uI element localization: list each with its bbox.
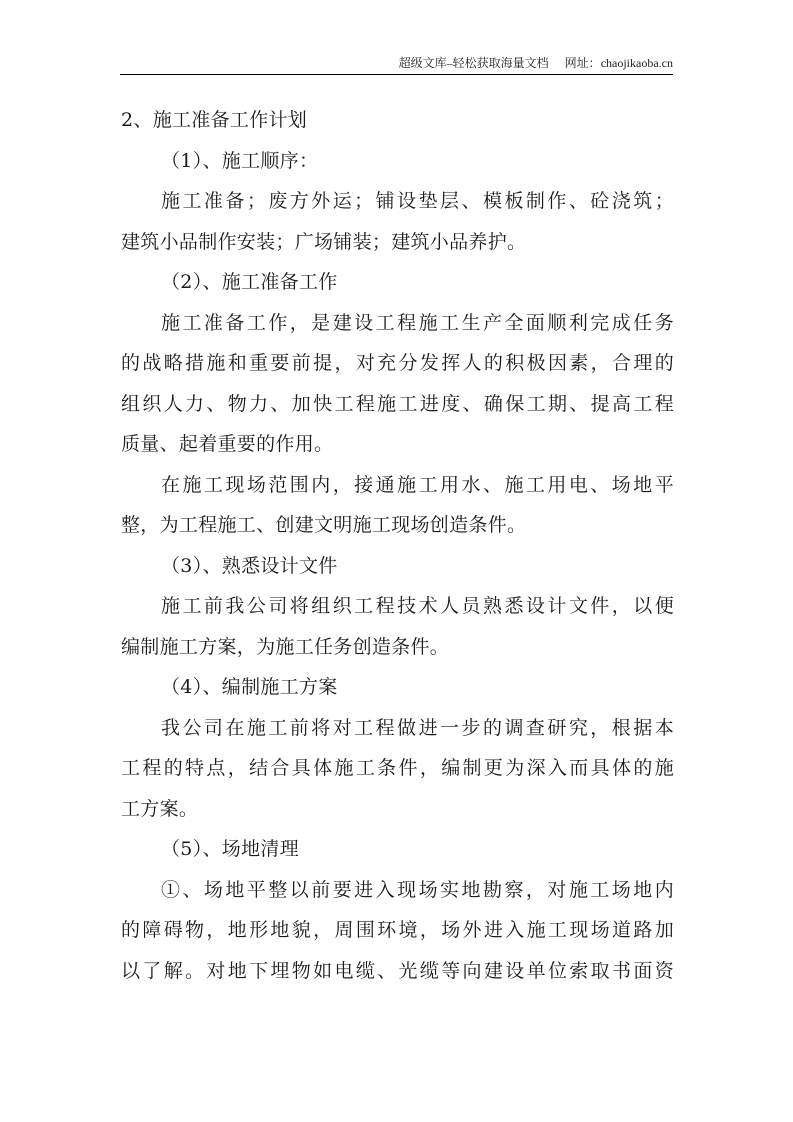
section-heading: 2、施工准备工作计划 — [121, 109, 308, 131]
paragraph-line: 施工前我公司将组织工程技术人员熟悉设计文件，以便 — [161, 595, 674, 617]
subsection-heading: （4）、编制施工方案 — [161, 676, 338, 698]
header-url: chaojikaoba.cn — [600, 56, 673, 70]
paragraph-line: 工程的特点，结合具体施工条件，编制更为深入而具体的施 — [121, 757, 674, 779]
paragraph-line: 质量、起着重要的作用。 — [121, 433, 334, 455]
paragraph-line: 在施工现场范围内，接通施工用水、施工用电、场地平 — [161, 473, 674, 496]
paragraph-line: 的障碍物，地形地貌，周围环境，场外进入施工现场道路加 — [121, 919, 674, 941]
paragraph-line: ①、场地平整以前要进入现场实地勘察，对施工场地内 — [161, 878, 674, 901]
paragraph-line: 整，为工程施工、创建文明施工现场创造条件。 — [121, 514, 527, 536]
paragraph-line: 施工准备工作，是建设工程施工生产全面顺利完成任务 — [161, 311, 674, 334]
header-url-label: 网址： — [564, 56, 601, 70]
subsection-heading: （5）、场地清理 — [161, 838, 299, 860]
paragraph-line: 工方案。 — [121, 797, 199, 820]
paragraph-line: 以了解。对地下埋物如电缆、光缆等向建设单位索取书面资 — [121, 959, 674, 982]
paragraph-line: 组织人力、物力、加快工程施工进度、确保工期、提高工程 — [121, 392, 674, 415]
paragraph-line: 施工准备；废方外运；铺设垫层、模板制作、砼浇筑； — [161, 190, 674, 212]
header-site-name: 超级文库–轻松获取海量文档 — [398, 56, 549, 70]
paragraph-line: 建筑小品制作安装；广场铺装；建筑小品养护。 — [121, 230, 527, 253]
paragraph-line: 我公司在施工前将对工程做进一步的调查研究，根据本 — [161, 716, 674, 739]
page-header — [120, 54, 673, 75]
paragraph-line: 的战略措施和重要前提，对充分发挥人的积极因素，合理的 — [121, 352, 674, 374]
subsection-heading: （3）、熟悉设计文件 — [161, 554, 338, 577]
subsection-heading: （2）、施工准备工作 — [161, 271, 338, 293]
document-body — [121, 100, 674, 991]
subsection-heading: （1）、施工顺序： — [161, 149, 319, 172]
paragraph-line: 编制施工方案，为施工任务创造条件。 — [121, 635, 450, 658]
